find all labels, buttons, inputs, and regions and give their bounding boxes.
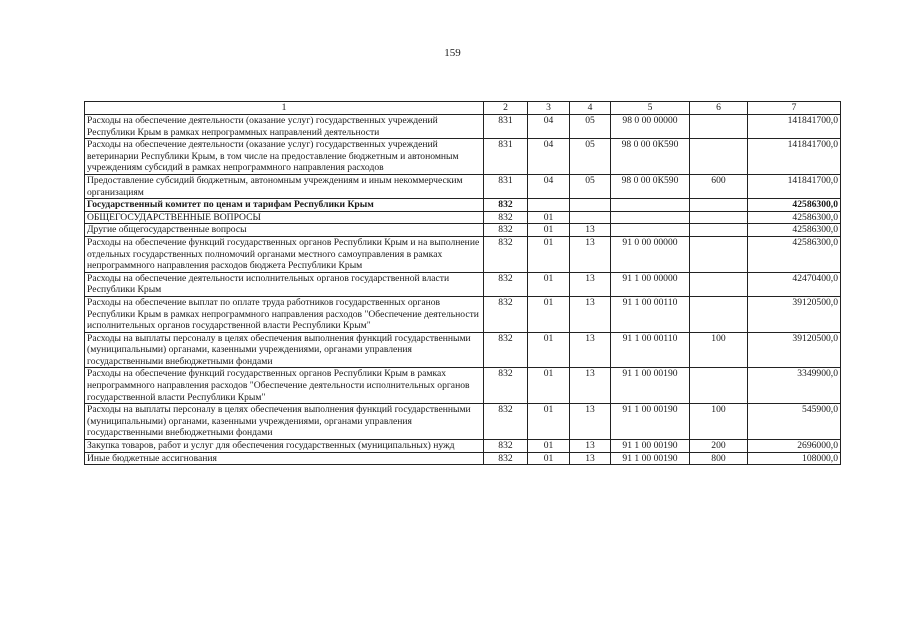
col-header-4: 4: [570, 102, 611, 115]
row-ministry-code: 832: [484, 211, 528, 224]
row-target-article: 91 0 00 00000: [611, 236, 690, 272]
row-ministry-code: 831: [484, 174, 528, 198]
row-expense-type: 100: [690, 404, 748, 440]
row-amount: 39120500,0: [748, 332, 841, 368]
header-row: [85, 102, 841, 115]
row-expense-type: [690, 224, 748, 237]
row-ministry-code: 832: [484, 296, 528, 332]
row-subsection-code: 05: [570, 174, 611, 198]
row-section-code: 04: [528, 174, 570, 198]
row-target-article: [611, 224, 690, 237]
row-section-code: 01: [528, 272, 570, 296]
table-row: [85, 211, 841, 224]
row-target-article: 91 1 00 00190: [611, 404, 690, 440]
table-row: [85, 139, 841, 175]
row-section-code: 01: [528, 368, 570, 404]
row-ministry-code: 832: [484, 224, 528, 237]
row-ministry-code: 832: [484, 368, 528, 404]
row-section-code: 01: [528, 452, 570, 465]
row-target-article: 91 1 00 00190: [611, 368, 690, 404]
row-expense-type: [690, 211, 748, 224]
table-row: [85, 272, 841, 296]
row-name: Иные бюджетные ассигнования: [85, 452, 484, 465]
row-name: Другие общегосударственные вопросы: [85, 224, 484, 237]
row-ministry-code: 832: [484, 332, 528, 368]
table-row: [85, 199, 841, 212]
row-subsection-code: [570, 199, 611, 212]
table-row: [85, 440, 841, 453]
row-expense-type: [690, 236, 748, 272]
row-section-code: 01: [528, 296, 570, 332]
row-amount: 545900,0: [748, 404, 841, 440]
row-section-code: [528, 199, 570, 212]
row-name: Расходы на обеспечение выплат по оплате труда работников государственных органов Республики Крым в рамках непрограммного направления расходов "Обеспечение деятельности исполнительных органов государственной власти Республики Крым": [85, 296, 484, 332]
row-name: Предоставление субсидий бюджетным, автономным учреждениям и иным некоммерческим организациям: [85, 174, 484, 198]
table-row: [85, 236, 841, 272]
table-row: [85, 115, 841, 139]
row-subsection-code: 13: [570, 272, 611, 296]
row-ministry-code: 832: [484, 236, 528, 272]
row-amount: 42586300,0: [748, 236, 841, 272]
row-section-code: 01: [528, 224, 570, 237]
row-ministry-code: 832: [484, 272, 528, 296]
row-expense-type: [690, 296, 748, 332]
row-subsection-code: 13: [570, 368, 611, 404]
col-header-3: 3: [528, 102, 570, 115]
table-row: [85, 404, 841, 440]
row-subsection-code: 13: [570, 452, 611, 465]
page-number: 159: [444, 47, 461, 59]
row-subsection-code: 05: [570, 139, 611, 175]
row-section-code: 01: [528, 404, 570, 440]
row-amount: 42586300,0: [748, 199, 841, 212]
row-target-article: [611, 199, 690, 212]
row-ministry-code: 832: [484, 452, 528, 465]
row-target-article: 91 1 00 00110: [611, 332, 690, 368]
table-row: [85, 368, 841, 404]
row-target-article: 98 0 00 00000: [611, 115, 690, 139]
row-amount: 141841700,0: [748, 139, 841, 175]
row-section-code: 01: [528, 211, 570, 224]
row-ministry-code: 832: [484, 199, 528, 212]
row-target-article: 91 1 00 00190: [611, 440, 690, 453]
row-name: ОБЩЕГОСУДАРСТВЕННЫЕ ВОПРОСЫ: [85, 211, 484, 224]
row-amount: 108000,0: [748, 452, 841, 465]
table-row: [85, 174, 841, 198]
row-section-code: 01: [528, 440, 570, 453]
row-section-code: 01: [528, 332, 570, 368]
table-row: [85, 224, 841, 237]
table-row: [85, 452, 841, 465]
row-amount: 39120500,0: [748, 296, 841, 332]
row-target-article: 91 1 00 00190: [611, 452, 690, 465]
row-subsection-code: 13: [570, 236, 611, 272]
row-ministry-code: 831: [484, 115, 528, 139]
row-ministry-code: 832: [484, 404, 528, 440]
row-ministry-code: 832: [484, 440, 528, 453]
col-header-7: 7: [748, 102, 841, 115]
row-section-code: 04: [528, 139, 570, 175]
col-header-6: 6: [690, 102, 748, 115]
row-section-code: 04: [528, 115, 570, 139]
row-expense-type: 600: [690, 174, 748, 198]
budget-table: [84, 101, 841, 465]
row-expense-type: [690, 272, 748, 296]
row-amount: 141841700,0: [748, 115, 841, 139]
row-subsection-code: 13: [570, 332, 611, 368]
row-target-article: 98 0 00 0К590: [611, 174, 690, 198]
row-target-article: [611, 211, 690, 224]
row-target-article: 91 1 00 00000: [611, 272, 690, 296]
row-name: Расходы на обеспечение деятельности исполнительных органов государственной власти Республики Крым: [85, 272, 484, 296]
row-amount: 141841700,0: [748, 174, 841, 198]
row-subsection-code: 13: [570, 440, 611, 453]
row-expense-type: [690, 115, 748, 139]
row-name: Расходы на обеспечение функций государственных органов Республики Крым и на выполнение отдельных государственных полномочий органами местного самоуправления в рамках непрограммного направления расходов бюджета Республики Крым: [85, 236, 484, 272]
row-name: Расходы на выплаты персоналу в целях обеспечения выполнения функций государственными (муниципальными) органами, казенными учреждениями, органами управления государственными внебюджетными фондами: [85, 332, 484, 368]
row-target-article: 98 0 00 0К590: [611, 139, 690, 175]
row-name: Закупка товаров, работ и услуг для обеспечения государственных (муниципальных) нужд: [85, 440, 484, 453]
row-section-code: 01: [528, 236, 570, 272]
row-name: Расходы на обеспечение деятельности (оказание услуг) государственных учреждений Республики Крым в рамках непрограммных направлений деятельности: [85, 115, 484, 139]
row-amount: 2696000,0: [748, 440, 841, 453]
row-subsection-code: 13: [570, 296, 611, 332]
row-ministry-code: 831: [484, 139, 528, 175]
col-header-5: 5: [611, 102, 690, 115]
row-name: Расходы на обеспечение функций государственных органов Республики Крым в рамках непрограммного направления расходов "Обеспечение деятельности исполнительных органов государственной власти Республики Крым": [85, 368, 484, 404]
row-name: Расходы на обеспечение деятельности (оказание услуг) государственных учреждений ветеринарии Республики Крым, в том числе на предоставление бюджетным и автономным учреждениям субсидий в рамках непрограммного направления расходов: [85, 139, 484, 175]
row-amount: 42470400,0: [748, 272, 841, 296]
col-header-1: 1: [85, 102, 484, 115]
row-expense-type: 800: [690, 452, 748, 465]
row-amount: 3349900,0: [748, 368, 841, 404]
row-name: Расходы на выплаты персоналу в целях обеспечения выполнения функций государственными (муниципальными) органами, казенными учреждениями, органами управления государственными внебюджетными фондами: [85, 404, 484, 440]
col-header-2: 2: [484, 102, 528, 115]
row-amount: 42586300,0: [748, 224, 841, 237]
row-expense-type: [690, 139, 748, 175]
row-subsection-code: 05: [570, 115, 611, 139]
row-subsection-code: 13: [570, 224, 611, 237]
table-row: [85, 296, 841, 332]
row-expense-type: 100: [690, 332, 748, 368]
row-expense-type: 200: [690, 440, 748, 453]
table-row: [85, 332, 841, 368]
row-amount: 42586300,0: [748, 211, 841, 224]
row-target-article: 91 1 00 00110: [611, 296, 690, 332]
row-expense-type: [690, 368, 748, 404]
row-expense-type: [690, 199, 748, 212]
row-subsection-code: [570, 211, 611, 224]
row-subsection-code: 13: [570, 404, 611, 440]
row-name: Государственный комитет по ценам и тарифам Республики Крым: [85, 199, 484, 212]
